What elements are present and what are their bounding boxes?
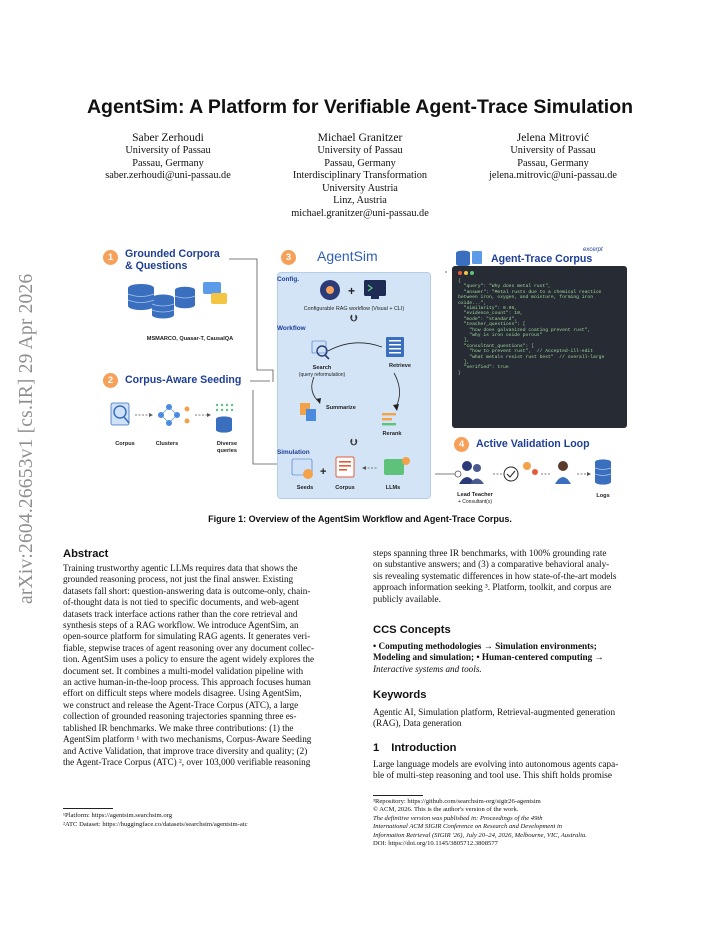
abstract-line: datasets fall short: question-answering data is outcome-only, chain-: [63, 585, 311, 596]
ccs-line: Interactive systems and tools.: [373, 663, 482, 674]
svg-text:+: +: [320, 466, 327, 478]
author-block: [270, 131, 450, 221]
paper-title: AgentSim: A Platform for Verifiable Agent-Trace Simulation: [86, 96, 634, 118]
database-icon: [125, 280, 245, 332]
window-controls-icon: [457, 270, 487, 278]
corpus-title: Agent-Trace Corpus: [491, 253, 593, 265]
abstract-line: open-source platform for simulating RAG agents. It generates veri-: [63, 631, 311, 642]
footnote-line: DOI: https://doi.org/10.1145/3805712.3808577: [373, 840, 498, 848]
validation-logs-label: Logs: [596, 493, 610, 499]
validation-lead-line: + Consultant(s): [457, 498, 493, 505]
abstract-line: the Agent-Trace Corpus (ATC) ², over 103,000 verifiable reasoning: [63, 756, 311, 767]
abstract-heading: Abstract: [63, 548, 109, 560]
footnotes-right: [373, 798, 673, 848]
ccs-heading: CCS Concepts: [373, 624, 451, 636]
simulation-corpus-label: Corpus: [335, 485, 355, 491]
author-affiliation: University Austria: [322, 182, 398, 194]
code-line: "similarity": 0.96,: [458, 306, 518, 311]
seeding-label-line: queries: [217, 447, 237, 454]
introduction-line: Large language models are evolving into autonomous agents capa-: [373, 759, 619, 769]
author-block: [468, 131, 638, 183]
author-name: Saber Zerhoudi: [132, 131, 204, 144]
author-email[interactable]: michael.granitzer@uni-passau.de: [291, 207, 429, 219]
corpora-label: MSMARCO, Quasar-T, CausalQA: [146, 336, 234, 342]
abstract-line: Training trustworthy agentic LLMs requires data that shows the: [63, 563, 298, 573]
abstract-line: document set. It combines a multi-model validation pipeline with: [63, 665, 304, 676]
abstract-line: synthesis steps of a RAG workflow. We introduce AgentSim, an: [63, 620, 299, 631]
simulation-seeds-label: Seeds: [296, 485, 314, 491]
author-location: Passau, Germany: [132, 157, 204, 169]
abstract-text: [63, 563, 355, 768]
ccs-line: Modeling and simulation; • Human-centered computing →: [373, 652, 604, 663]
code-line: "teacher_questions": [: [458, 322, 526, 328]
code-line: "query": "Why does metal rust",: [458, 284, 551, 290]
corpus-code-excerpt: [452, 266, 627, 428]
keywords-line: Agentic AI, Simulation platform, Retrieval-augmented generation: [373, 707, 616, 717]
introduction-text: [373, 759, 657, 782]
introduction-heading: [373, 742, 456, 754]
chevron-down-icon: ⮋: [350, 313, 357, 323]
workflow-retrieve-label: Retrieve: [388, 363, 412, 369]
footnote-line: Information Retrieval (SIGIR '26), July 20–24, 2026, Melbourne, VIC, Australia.: [373, 831, 587, 839]
section-title: Introduction: [391, 742, 457, 754]
panel-section-config: Config.: [277, 276, 300, 283]
author-email[interactable]: jelena.mitrovic@uni-passau.de: [489, 170, 617, 182]
step-number-badge: 4: [454, 437, 469, 452]
abstract-line: effort on difficult steps where models disagree. Using AgentSim,: [63, 688, 302, 699]
corpus-db-icon: [455, 249, 485, 267]
footnote-rule: [63, 808, 113, 809]
code-line: ],: [458, 360, 470, 365]
author-block: [88, 131, 248, 183]
figure-caption: Figure 1: Overview of the AgentSim Workflow and Agent-Trace Corpus.: [208, 514, 512, 524]
author-email[interactable]: saber.zerhoudi@uni-passau.de: [105, 170, 231, 182]
arxiv-identifier: arXiv:2604.26653v1 [cs.IR] 29 Apr 2026: [16, 273, 37, 604]
code-line: {: [458, 279, 461, 284]
author-location: Passau, Germany: [517, 157, 589, 169]
validation-lead-label: [447, 492, 503, 505]
author-affiliation: University of Passau: [510, 145, 596, 156]
step-title: Active Validation Loop: [476, 438, 590, 450]
validation-loop-icons: [457, 456, 627, 496]
footnote-line: © ACM, 2026. This is the author's version of the work.: [373, 806, 519, 814]
code-line: }: [458, 370, 461, 376]
config-label: Configurable RAG workflow (Visual + CLI): [303, 306, 405, 312]
abstract-line: we construct and release the Agent-Trace Corpus (ATC), a large: [63, 699, 299, 710]
section-number: 1: [373, 742, 380, 754]
figure-overview: [95, 242, 630, 504]
abstract-line: datasets track interface actions rather than the core retrieval and: [63, 608, 298, 619]
ccs-concepts: [373, 641, 657, 675]
config-icons: [318, 277, 398, 303]
footnote-line: International ACM SIGIR Conference on Research and Development in: [373, 823, 563, 831]
step-number-badge: 2: [103, 373, 118, 388]
abstract-line: tablished IR benchmarks. We make three contributions: (1) the: [63, 722, 294, 733]
step-number-badge: 3: [281, 250, 296, 265]
step-title-line: Grounded Corpora: [125, 248, 220, 260]
code-line: "evidence_count": 10,: [458, 311, 523, 317]
agentsim-brand: AgentSim: [317, 248, 378, 264]
footnote-rule: [373, 795, 423, 796]
abstract-continuation: [373, 548, 657, 605]
step-title: [125, 249, 220, 272]
author-location: Passau, Germany: [324, 157, 396, 169]
code-line: "verified": true: [458, 365, 509, 371]
author-affiliation: Interdisciplinary Transformation: [292, 170, 428, 182]
code-line: "how does galvanized coating prevent rust",: [458, 327, 591, 333]
keywords-text: [373, 707, 657, 730]
footnote-line: The definitive version was published in: Proceedings of the 49th: [373, 814, 543, 822]
introduction-line: ble of multi-step reasoning and tool use. This shift holds promise: [373, 770, 612, 781]
author-name: Jelena Mitrović: [516, 131, 590, 144]
abstract-line: and Active Validation, that improve trace diversity and quality; (2): [63, 745, 308, 756]
seeding-icons: [105, 397, 255, 439]
seeding-label-corpus: Corpus: [115, 441, 135, 447]
step-title: Corpus-Aware Seeding: [125, 374, 242, 386]
validation-lead-line: Lead Teacher: [457, 492, 493, 498]
simulation-llms-label: LLMs: [385, 485, 401, 491]
code-line: "mode": "standard",: [458, 316, 518, 322]
workflow-search-sublabel: (query reformulation): [298, 372, 346, 378]
code-line: "how to prevent rust", // Accepted-ill-edit: [458, 349, 594, 355]
svg-text:+: +: [348, 284, 356, 298]
footnote[interactable]: ²ATC Dataset: https://huggingface.co/datasets/searchsim/agentsim-atc: [63, 821, 248, 828]
workflow-search-label: Search: [312, 365, 332, 371]
abstract-line: publicly available.: [373, 593, 441, 604]
workflow-diagram: [278, 329, 430, 429]
abstract-line: sis revealing systematic differences in how state-of-the-art models: [373, 570, 617, 581]
abstract-line: AgentSim platform ¹ with two mechanisms, Corpus-Aware Seeding: [63, 734, 312, 745]
footnote-line: ³Repository: https://github.com/searchsim-org/sigir26-agentsim: [373, 798, 541, 805]
code-line: "why is iron oxide porous": [458, 333, 543, 338]
seeding-label-clusters: Clusters: [155, 441, 179, 447]
code-line: ],: [458, 338, 470, 344]
abstract-line: steps spanning three IR benchmarks, with 100% grounding rate: [373, 548, 607, 558]
code-line: between iron, oxygen, and moisture, forming iron: [458, 295, 594, 301]
author-affiliation: University of Passau: [317, 145, 403, 156]
workflow-summarize-label: Summarize: [326, 405, 356, 411]
code-line: "answer": "Metal rusts due to a chemical reaction: [458, 289, 602, 295]
ccs-line: • Computing methodologies → Simulation environments;: [373, 641, 597, 651]
abstract-line: an active human-in-the-loop process. This approach focuses human: [63, 677, 311, 688]
corpus-excerpt-tag: excerpt: [583, 247, 603, 253]
footnote[interactable]: ¹Platform: https://agentsim.searchsim.org: [63, 812, 172, 819]
workflow-rerank-label: Rerank: [382, 431, 402, 437]
panel-section-workflow: Workflow: [277, 325, 306, 332]
abstract-line: approach information seeking ³. Platform, toolkit, and corpus are: [373, 582, 612, 593]
keywords-line: (RAG), Data generation: [373, 718, 462, 729]
panel-section-simulation: Simulation: [277, 449, 310, 456]
code-line: "consultant_questions": [: [458, 343, 534, 349]
seeding-label-diverse: [209, 441, 245, 454]
step-title-line: & Questions: [125, 259, 188, 272]
code-line: oxide...",: [458, 300, 487, 306]
abstract-line: tion. AgentSim uses a policy to ensure the agent widely explores the: [63, 654, 315, 665]
step-number-badge: 1: [103, 250, 118, 265]
agentsim-panel: [277, 272, 431, 499]
abstract-line: on substantive answers; and (3) a comparative behavioral analy-: [373, 559, 610, 570]
code-line: "what metals resist rust best" // overall-large: [458, 354, 605, 360]
author-name: Michael Granitzer: [317, 131, 403, 144]
abstract-line: of-thought data is not tied to specific documents, and web-agent: [63, 597, 299, 608]
keywords-heading: Keywords: [373, 689, 427, 701]
abstract-line: fiable, stepwise traces of agent reasoning over any document collec-: [63, 642, 315, 653]
simulation-icons: [278, 453, 430, 489]
chevron-down-icon: ⮋: [350, 437, 357, 447]
seeding-label-line: Diverse: [216, 441, 238, 447]
abstract-line: grounded reasoning process, not just the final answer. Existing: [63, 574, 294, 585]
author-location: Linz, Austria: [333, 195, 387, 207]
author-affiliation: University of Passau: [125, 145, 211, 156]
abstract-line: collection of grounded reasoning trajectories spanning three es-: [63, 711, 297, 722]
